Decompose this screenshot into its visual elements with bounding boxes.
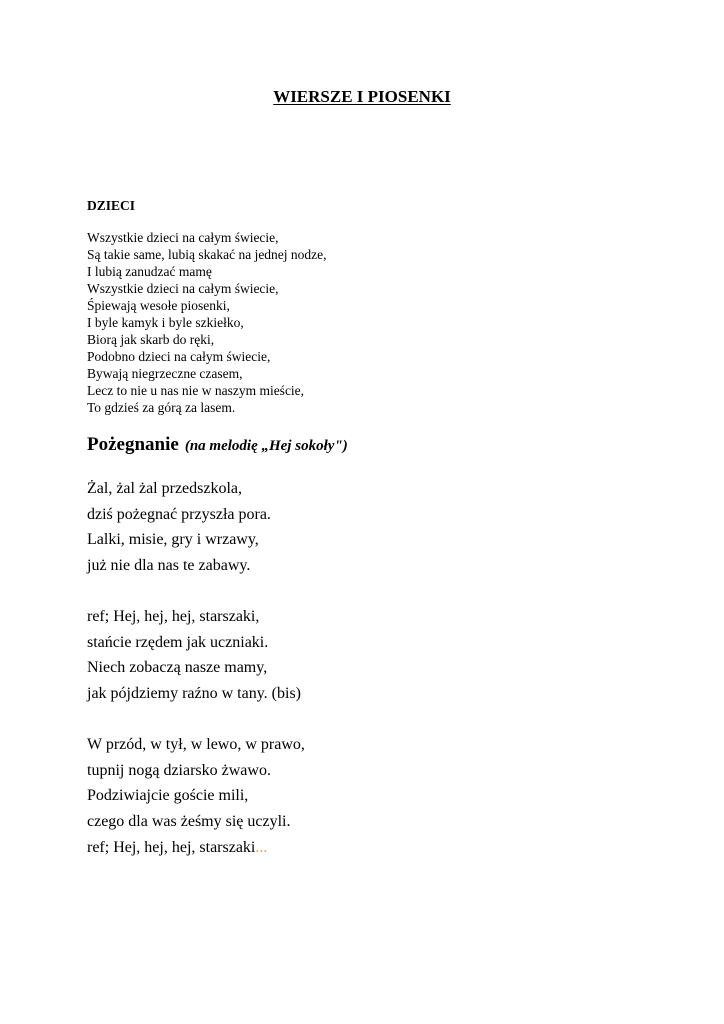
poem-title-dzieci: DZIECI — [87, 198, 136, 213]
poem-line: Śpiewają wesołe piosenki, — [87, 298, 230, 313]
song-line: czego dla was żeśmy się uczyli. — [87, 813, 291, 831]
poem-line: I byle kamyk i byle szkiełko, — [87, 315, 244, 330]
song-line: Żal, żal żal przedszkola, — [87, 480, 243, 497]
song-line: Lalki, misie, gry i wrzawy, — [87, 531, 259, 549]
song-title: Pożegnanie — [87, 434, 179, 455]
song-final-ellipsis: ... — [255, 838, 268, 856]
song-subtitle: (na melodię „Hej sokoły") — [184, 438, 348, 454]
poem-line: Biorą jak skarb do ręki, — [87, 332, 215, 347]
document-title: WIERSZE I PIOSENKI — [273, 87, 451, 106]
song-heading — [87, 430, 348, 457]
song-line: już nie dla nas te zabawy. — [87, 557, 251, 575]
poem-line: Lecz to nie u nas nie w naszym mieście, — [87, 383, 305, 398]
poem-line: Wszystkie dzieci na całym świecie, — [87, 281, 279, 296]
poem-line: Bywają niegrzeczne czasem, — [87, 366, 243, 381]
song-line: W przód, w tył, w lewo, w prawo, — [87, 736, 305, 753]
song-stanza-3 — [87, 732, 305, 861]
song-final-text: ref; Hej, hej, hej, starszaki — [87, 838, 256, 856]
poem-line: To gdzieś za górą za lasem. — [87, 400, 236, 415]
poem-line: Wszystkie dzieci na całym świecie, — [87, 230, 279, 245]
song-line: tupnij nogą dziarsko żwawo. — [87, 761, 271, 779]
song-final-line — [87, 835, 305, 861]
song-line: stańcie rzędem jak uczniaki. — [87, 633, 269, 651]
song-line: dziś pożegnać przyszła pora. — [87, 505, 271, 523]
song-line: Niech zobaczą nasze mamy, — [87, 659, 268, 677]
song-line: Podziwiajcie goście mili, — [87, 787, 249, 805]
song-stanza-1 — [87, 476, 271, 579]
poem-line: I lubią zanudzać mamę — [87, 264, 212, 279]
song-line: jak pójdziemy raźno w tany. (bis) — [87, 685, 302, 703]
poem-dzieci — [87, 229, 327, 416]
song-line: ref; Hej, hej, hej, starszaki, — [87, 608, 260, 625]
song-stanza-refrain — [87, 604, 301, 707]
poem-line: Są takie same, lubią skakać na jednej nodze, — [87, 247, 327, 262]
poem-line: Podobno dzieci na całym świecie, — [87, 349, 271, 364]
